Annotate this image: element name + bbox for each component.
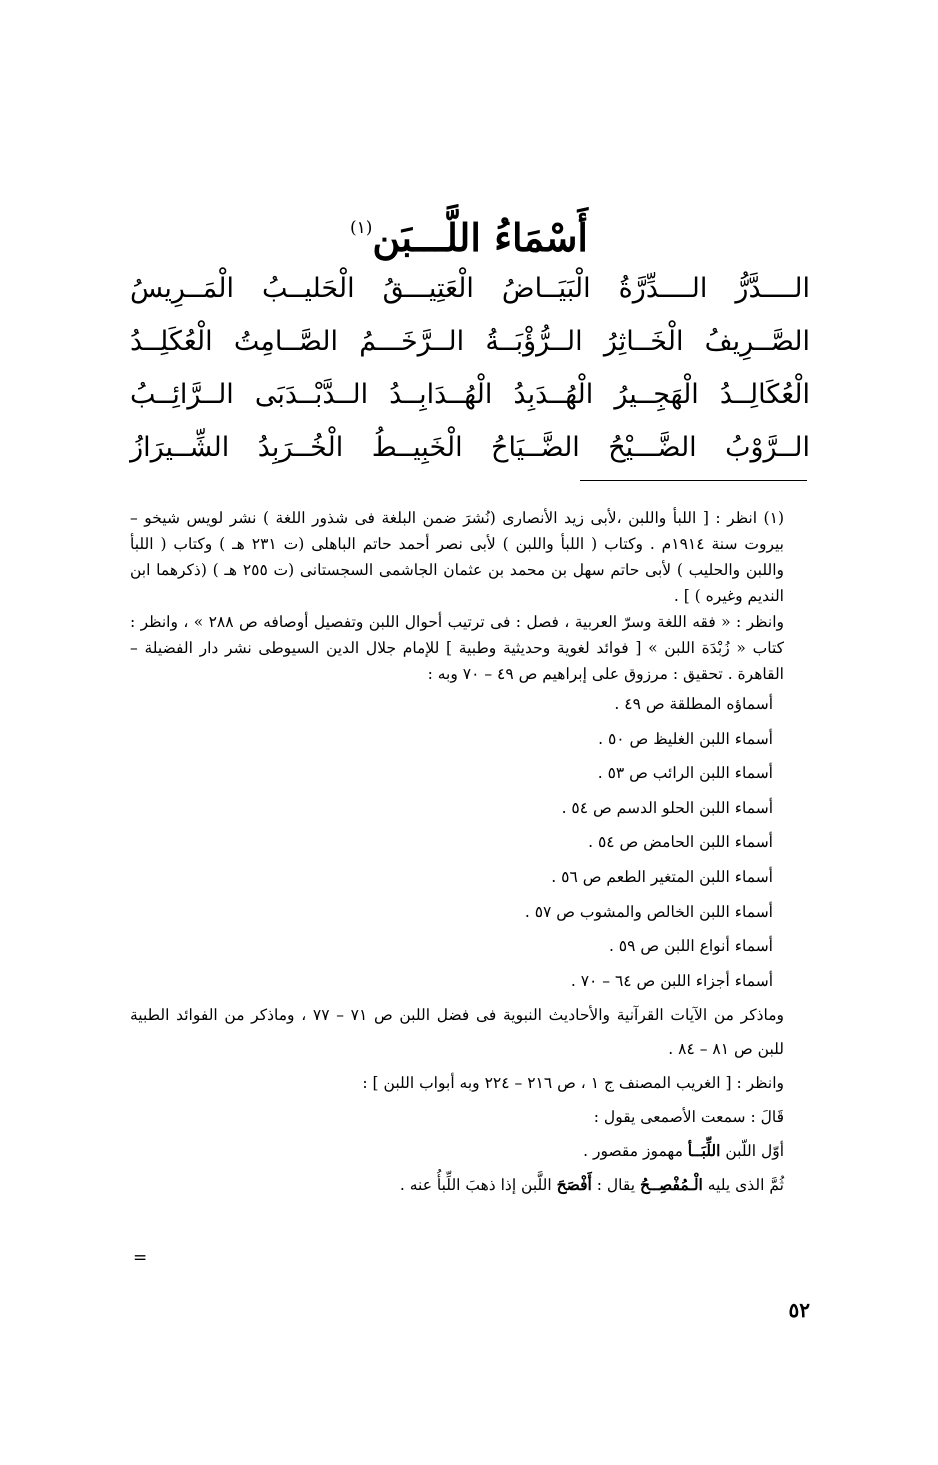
grid-word: الْمَــرِيسُ: [130, 273, 234, 304]
list-item: أسماء اللبن الخالص والمشوب ص ٥٧ .: [524, 902, 773, 921]
text-span: أوّل اللّبن: [720, 1142, 784, 1161]
footnote-list: [130, 687, 808, 998]
grid-word: الْخَبِيــطُ: [371, 432, 463, 463]
footnote-paragraph: قَالَ : سمعت الأصمعى يقول :: [593, 1108, 784, 1127]
footnote-paragraph: وانظر : « فقه اللغة وسرّ العربية ، فصل : فى ترتيب أحوال اللبن وتفصيل أوصافه ص ٢٨٨ » ، وانظر : كتاب « زُبْدَة اللبن » [ فوائد لغوية وحديثية وطبية ] للإمام جلال الدين السيوطى نشر دار الفضيلة – القاهرة . تحقيق : مرزوق على إبراهيم ص ٤٩ – ٧٠ وبه :: [130, 613, 784, 683]
grid-word: الضَّـــيْحُ: [608, 432, 697, 463]
grid-row: [130, 315, 810, 368]
grid-word: الــــدَّرُّ: [735, 273, 810, 304]
grid-word: الْعُكَالِــدُ: [719, 379, 810, 410]
grid-row: [130, 262, 810, 315]
list-item: أسماء اللبن الحلو الدسم ص ٥٤ .: [561, 798, 773, 817]
grid-word: الْهُــدَابِــدُ: [389, 379, 493, 410]
list-item: أسماء أجزاء اللبن ص ٦٤ – ٧٠ .: [570, 971, 773, 990]
names-grid: [130, 262, 810, 474]
footnote-ref[interactable]: (١): [350, 218, 373, 238]
grid-word: الــرَّائِــبُ: [130, 379, 234, 410]
bold-term: أَفْصَحَ: [556, 1175, 592, 1195]
grid-word: الْحَليــبُ: [262, 273, 355, 304]
grid-word: الــدَّبْــدَبَى: [254, 379, 369, 410]
list-item: أسماء اللبن المتغير الطعم ص ٥٦ .: [551, 867, 773, 886]
grid-word: الصَّــرِيفُ: [704, 326, 810, 357]
text-span: اللَّبن إذا ذهبَ اللِّبأُ عنه .: [399, 1176, 557, 1195]
title-text: أَسْمَاءُ اللَّـــبَن: [372, 215, 588, 260]
grid-word: الْعُكَلِــدُ: [130, 326, 213, 357]
page-title: [0, 203, 938, 263]
text-span: يقال :: [591, 1176, 640, 1195]
grid-word: الــرَّخَـــمُ: [359, 326, 465, 357]
list-item: أسماؤه المطلقة ص ٤٩ .: [614, 695, 773, 713]
grid-word: الْهَجِــيرُ: [614, 379, 699, 410]
grid-word: الضَّــيَاحُ: [491, 432, 580, 463]
footnote-paragraph: [130, 1168, 808, 1202]
grid-word: الْبَيَــاضُ: [501, 273, 591, 304]
grid-word: الشِّــيرَازُ: [130, 432, 230, 463]
footnote-paragraph: (١) انظر : [ اللبأ واللبن ،لأبى زيد الأنصارى (نُشرَ ضمن البلغة فى شذور اللغة ) نشر لويس شيخو – بيروت سنة ١٩١٤م . وكتاب ( اللبأ واللبن ) لأبى نصر أحمد حاتم الباهلى (ت ٢٣١ هـ ) وكتاب ( اللبأ واللبن والحليب ) لأبى حاتم سهل بن محمد بن عثمان الجاشمى السجستانى (ت ٢٥٥ هـ ) (ذكرهما ابن النديم وغيره ) ] .: [130, 509, 784, 605]
page-number: ٥٢: [788, 1298, 810, 1322]
grid-word: الــرَّوْبُ: [725, 432, 810, 463]
footnote-paragraph: وماذكر من الآيات القرآنية والأحاديث النبوية فى فضل اللبن ص ٧١ – ٧٧ ، وماذكر من الفوائد الطبية للبن ص ٨١ – ٨٤ .: [130, 1006, 784, 1059]
continuation-mark: =: [133, 1248, 148, 1268]
list-item: أسماء اللبن الحامض ص ٥٤ .: [588, 833, 773, 852]
grid-word: الــــدِّرَّةُ: [618, 273, 708, 304]
grid-word: الــرُّؤْبَــةُ: [485, 326, 583, 357]
text-span: ثُمَّ الذى يليه: [702, 1176, 784, 1195]
grid-word: الصَّــامِتُ: [233, 326, 339, 357]
grid-word: الْعَتِيـــقُ: [382, 273, 474, 304]
grid-word: الْخَــاثِرُ: [603, 326, 684, 357]
footnote: [130, 505, 808, 1202]
grid-word: الْخُــرَبِدُ: [257, 432, 344, 463]
list-item: أسماء اللبن الرائب ص ٥٣ .: [597, 764, 773, 783]
bold-term: الْـمُفْصِــحُ: [639, 1175, 703, 1195]
grid-row: [130, 368, 810, 421]
footnote-divider: [580, 480, 807, 481]
grid-row: [130, 421, 810, 474]
list-item: أسماء أنواع اللبن ص ٥٩ .: [608, 937, 773, 956]
bold-term: اللِّبَــأ: [687, 1141, 721, 1161]
footnote-paragraph: [130, 1134, 808, 1168]
text-span: مهموز مقصور .: [583, 1142, 688, 1161]
list-item: أسماء اللبن الغليظ ص ٥٠ .: [598, 729, 773, 748]
footnote-paragraph: وانظر : [ الغريب المصنف ج ١ ، ص ٢١٦ – ٢٢٤ وبه أبواب اللبن ] :: [362, 1074, 784, 1093]
grid-word: الْهُــدَبِدُ: [513, 379, 594, 410]
